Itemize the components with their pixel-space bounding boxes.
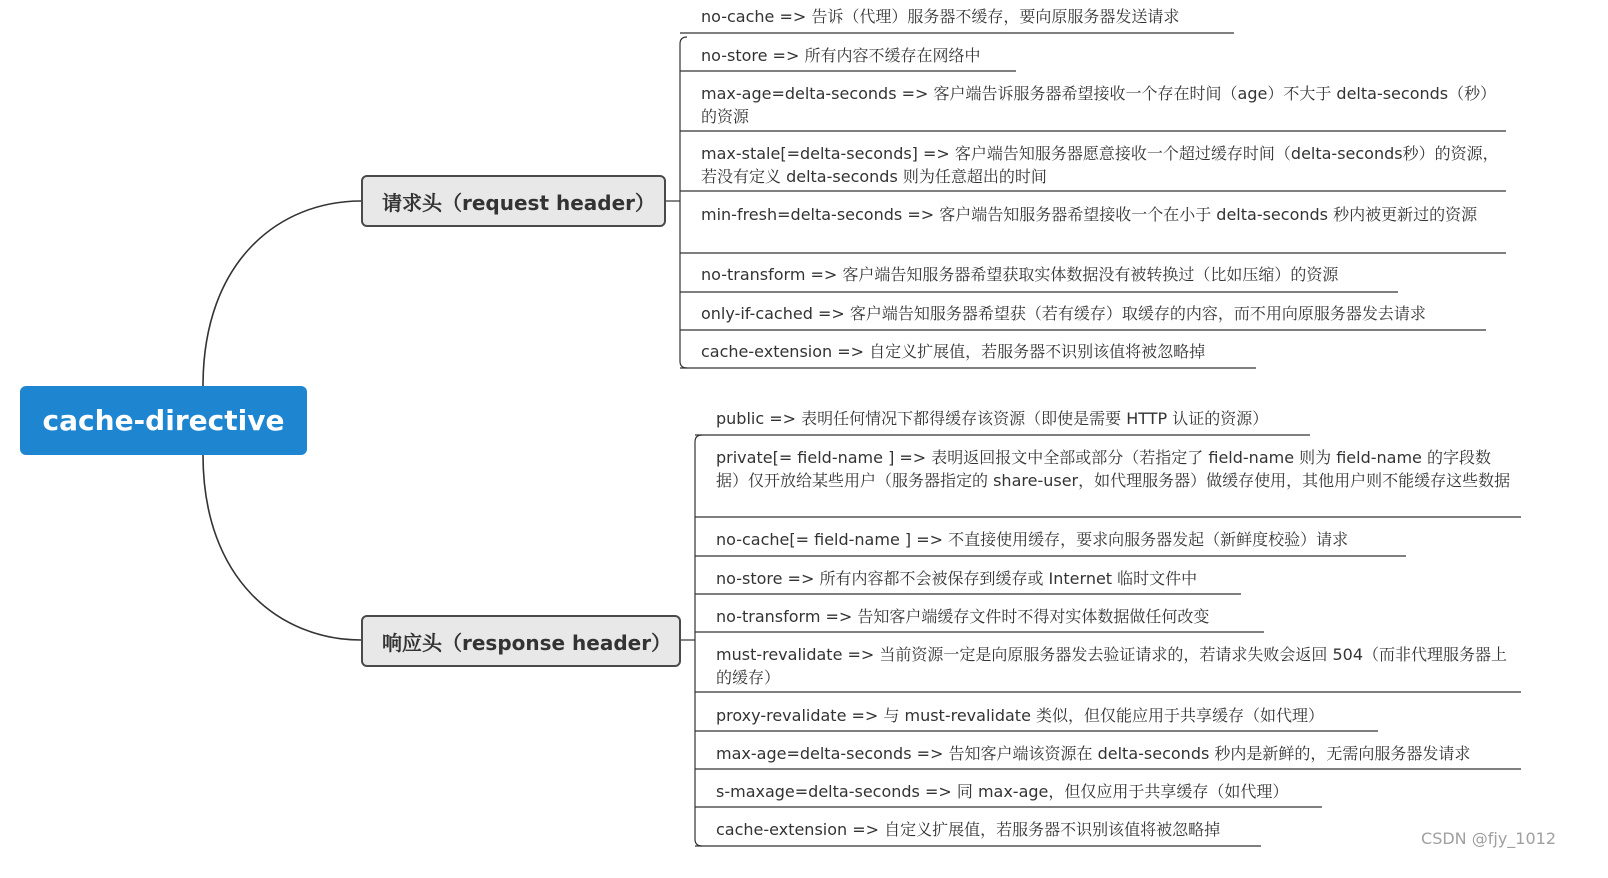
connector-root-response	[203, 455, 361, 640]
response-item-max-age-text: max-age=delta-seconds => 告知客户端该资源在 delta-seconds 秒内是新鲜的，无需向服务器发请求	[716, 744, 1471, 763]
request-item-no-store[interactable]	[701, 44, 980, 67]
branch-response-header[interactable]	[361, 615, 681, 667]
response-item-no-transform-text: no-transform => 告知客户端缓存文件时不得对实体数据做任何改变	[716, 607, 1210, 626]
request-item-no-transform[interactable]	[701, 263, 1338, 286]
branch-response-header-label: 响应头（response header）	[382, 630, 672, 655]
response-item-public[interactable]	[716, 407, 1268, 430]
response-item-cache-extension-text: cache-extension => 自定义扩展值，若服务器不识别该值将被忽略掉	[716, 820, 1221, 839]
response-item-s-maxage-text: s-maxage=delta-seconds => 同 max-age，但仅应用于共享缓存（如代理）	[716, 782, 1289, 801]
branch-request-header-label: 请求头（request header）	[382, 190, 656, 215]
root-topic-label: cache-directive	[42, 404, 285, 437]
response-item-proxy-revalidate[interactable]	[716, 704, 1324, 727]
connector-root-request	[203, 201, 361, 386]
response-item-private-text: private[= field-name ] => 表明返回报文中全部或部分（若指定了 field-name 则为 field-name 的字段数据）仅开放给某些用户（服务器指定的 share-user，如代理服务器）做缓存使用，其他用户则不能缓存这些数据	[716, 448, 1511, 490]
request-item-only-if-cached-text: only-if-cached => 客户端告知服务器希望获（若有缓存）取缓存的内容，而不用向原服务器发去请求	[701, 304, 1426, 323]
watermark: CSDN @fjy_1012	[1421, 829, 1556, 848]
request-item-no-cache[interactable]	[701, 5, 1179, 28]
request-item-no-cache-text: no-cache => 告诉（代理）服务器不缓存，要向原服务器发送请求	[701, 7, 1180, 26]
request-item-no-transform-text: no-transform => 客户端告知服务器希望获取实体数据没有被转换过（比如压缩）的资源	[701, 265, 1339, 284]
response-item-no-cache[interactable]	[716, 528, 1348, 551]
response-item-proxy-revalidate-text: proxy-revalidate => 与 must-revalidate 类似，但仅能应用于共享缓存（如代理）	[716, 706, 1325, 725]
response-item-no-transform[interactable]	[716, 605, 1209, 628]
response-item-no-store[interactable]	[716, 567, 1197, 590]
response-item-max-age[interactable]	[716, 742, 1470, 765]
response-item-must-revalidate-text: must-revalidate => 当前资源一定是向原服务器发去验证请求的，若请求失败会返回 504（而非代理服务器上的缓存）	[716, 645, 1508, 687]
response-item-private[interactable]	[716, 446, 1511, 492]
response-item-s-maxage[interactable]	[716, 780, 1288, 803]
request-item-cache-extension-text: cache-extension => 自定义扩展值，若服务器不识别该值将被忽略掉	[701, 342, 1206, 361]
response-item-cache-extension[interactable]	[716, 818, 1220, 841]
request-item-max-stale[interactable]	[701, 142, 1501, 188]
response-item-must-revalidate[interactable]	[716, 643, 1511, 689]
response-item-public-text: public => 表明任何情况下都得缓存该资源（即使是需要 HTTP 认证的资源）	[716, 409, 1269, 428]
request-item-max-age[interactable]	[701, 82, 1501, 128]
response-item-no-store-text: no-store => 所有内容都不会被保存到缓存或 Internet 临时文件中	[716, 569, 1198, 588]
request-item-min-fresh-text: min-fresh=delta-seconds => 客户端告知服务器希望接收一个在小于 delta-seconds 秒内被更新过的资源	[701, 205, 1478, 224]
request-item-min-fresh[interactable]	[701, 203, 1501, 226]
request-item-cache-extension[interactable]	[701, 340, 1205, 363]
request-item-max-age-text: max-age=delta-seconds => 客户端告诉服务器希望接收一个存在时间（age）不大于 delta-seconds（秒）的资源	[701, 84, 1497, 126]
root-topic[interactable]	[20, 386, 307, 455]
request-item-only-if-cached[interactable]	[701, 302, 1426, 325]
branch-request-header[interactable]	[361, 175, 666, 227]
request-item-no-store-text: no-store => 所有内容不缓存在网络中	[701, 46, 981, 65]
request-item-max-stale-text: max-stale[=delta-seconds] => 客户端告知服务器愿意接收一个超过缓存时间（delta-seconds秒）的资源，若没有定义 delta-seconds 则为任意超出的时间	[701, 144, 1499, 186]
response-item-no-cache-text: no-cache[= field-name ] => 不直接使用缓存，要求向服务器发起（新鲜度校验）请求	[716, 530, 1349, 549]
